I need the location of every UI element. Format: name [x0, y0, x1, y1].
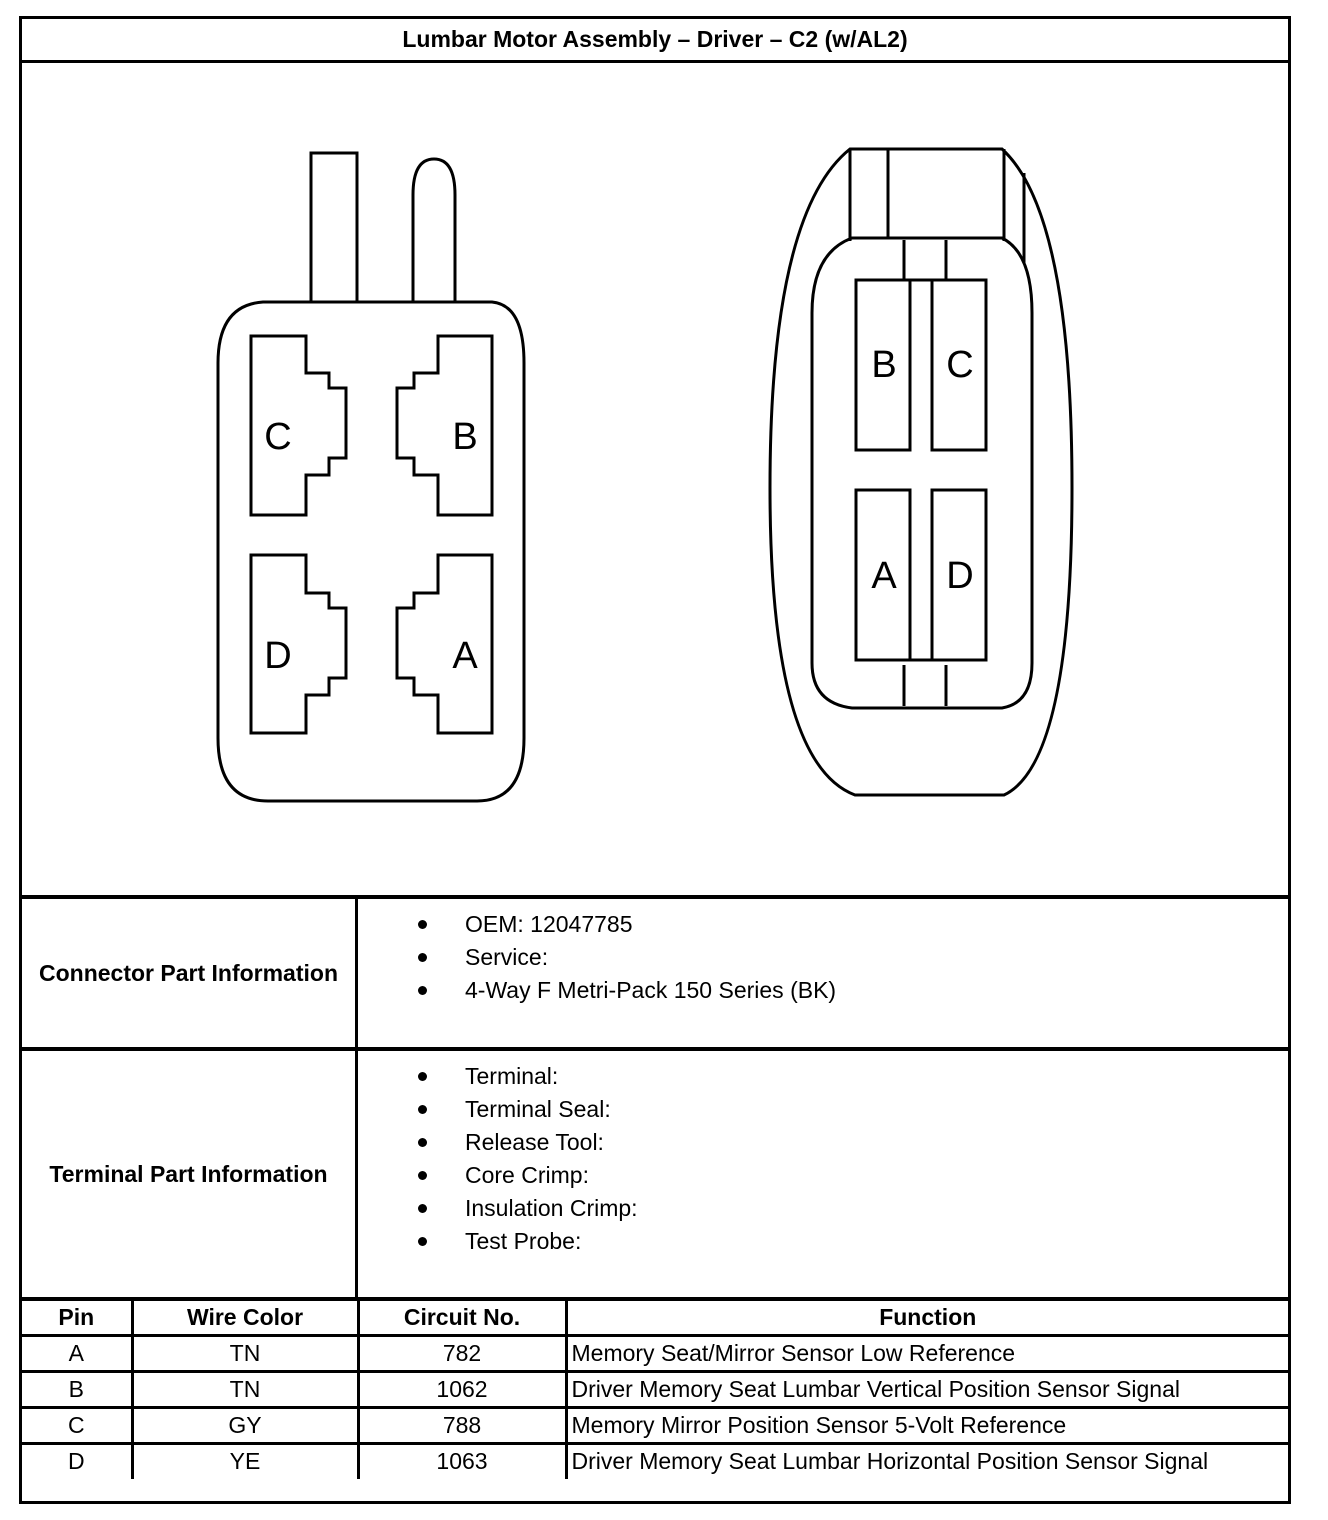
cell-circuit-no: 782	[358, 1335, 566, 1371]
table-row	[22, 1371, 1288, 1407]
list-item: Release Tool:	[358, 1126, 1288, 1159]
cell-wire-color: YE	[132, 1443, 358, 1479]
table-header-row	[22, 1299, 1288, 1335]
cell-wire-color: GY	[132, 1407, 358, 1443]
terminal-info-list	[358, 1051, 1288, 1258]
left-connector-view	[218, 153, 524, 801]
list-item: Terminal Seal:	[358, 1093, 1288, 1126]
cell-function: Memory Seat/Mirror Sensor Low Reference	[566, 1335, 1288, 1371]
cell-pin: A	[22, 1335, 132, 1371]
cell-pin: C	[22, 1407, 132, 1443]
terminal-part-info	[22, 1047, 1288, 1297]
table-row	[22, 1407, 1288, 1443]
connector-sheet	[19, 16, 1291, 1504]
left-pin-label: D	[264, 635, 292, 677]
connector-info-label: Connector Part Information	[22, 899, 358, 1047]
cell-pin: B	[22, 1371, 132, 1407]
table-row	[22, 1443, 1288, 1479]
left-pin-label: B	[452, 416, 478, 458]
connector-info-list	[358, 899, 1288, 1007]
connector-drawing	[22, 63, 1288, 895]
left-pin-label: A	[452, 635, 478, 677]
terminal-info-label: Terminal Part Information	[22, 1051, 358, 1297]
cell-wire-color: TN	[132, 1335, 358, 1371]
right-pin-label: C	[946, 344, 974, 386]
list-item: Terminal:	[358, 1060, 1288, 1093]
page-title: Lumbar Motor Assembly – Driver – C2 (w/AL2)	[22, 19, 1288, 63]
list-item: Core Crimp:	[358, 1159, 1288, 1192]
cell-circuit-no: 1062	[358, 1371, 566, 1407]
list-item: 4-Way F Metri-Pack 150 Series (BK)	[358, 974, 1288, 1007]
right-pin-label: D	[946, 555, 974, 597]
right-connector-view	[770, 149, 1072, 795]
header-wire-color: Wire Color	[132, 1299, 358, 1335]
cell-wire-color: TN	[132, 1371, 358, 1407]
connector-diagram	[22, 63, 1288, 895]
cell-circuit-no: 788	[358, 1407, 566, 1443]
connector-part-info	[22, 895, 1288, 1047]
header-pin: Pin	[22, 1299, 132, 1335]
right-pin-label: B	[871, 344, 897, 386]
list-item: Service:	[358, 941, 1288, 974]
left-pin-label: C	[264, 416, 292, 458]
table-row	[22, 1335, 1288, 1371]
cell-circuit-no: 1063	[358, 1443, 566, 1479]
right-pin-label: A	[871, 555, 897, 597]
cell-function: Driver Memory Seat Lumbar Horizontal Position Sensor Signal	[566, 1443, 1288, 1479]
list-item: Test Probe:	[358, 1225, 1288, 1258]
cell-pin: D	[22, 1443, 132, 1479]
header-function: Function	[566, 1299, 1288, 1335]
list-item: OEM: 12047785	[358, 908, 1288, 941]
list-item: Insulation Crimp:	[358, 1192, 1288, 1225]
pinout-table	[22, 1297, 1288, 1479]
cell-function: Driver Memory Seat Lumbar Vertical Position Sensor Signal	[566, 1371, 1288, 1407]
header-circuit-no: Circuit No.	[358, 1299, 566, 1335]
cell-function: Memory Mirror Position Sensor 5-Volt Reference	[566, 1407, 1288, 1443]
